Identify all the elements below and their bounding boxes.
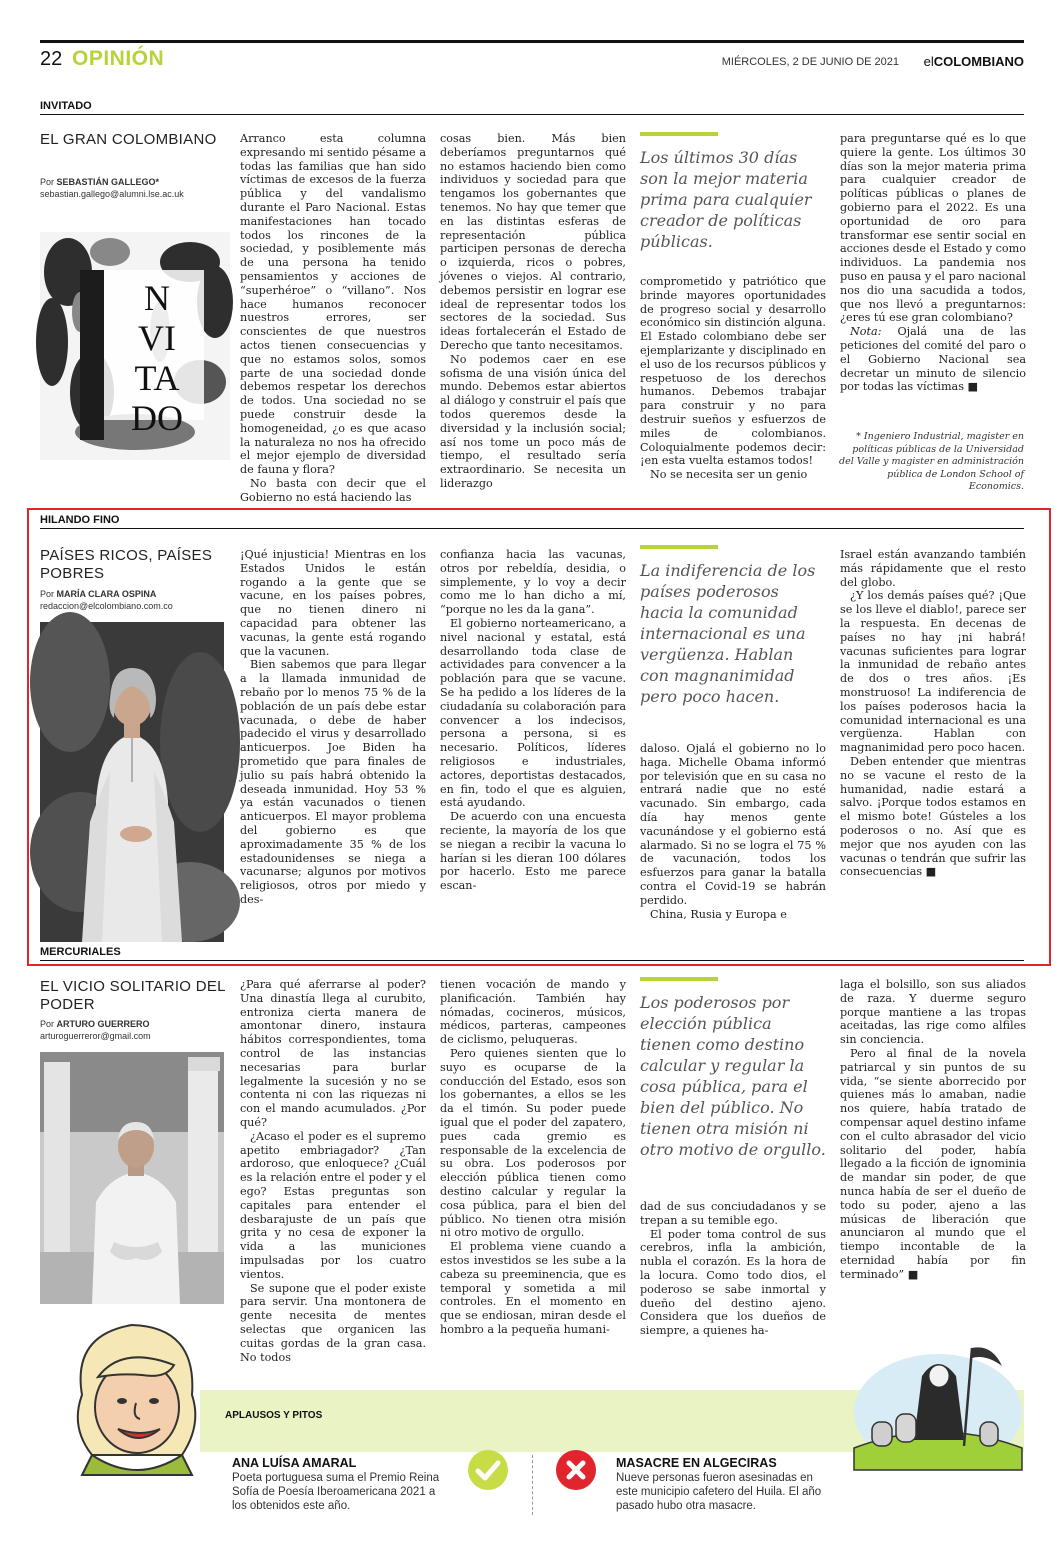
kicker-invitado: INVITADO bbox=[40, 100, 92, 112]
caricature-woman bbox=[62, 1315, 212, 1475]
paragraph: De acuerdo con una encuesta reciente, la mayoría de los que se niegan a recibir la vacuna lo harían si les dieran 100 dólares por hacerlo. Esto me parece escan- bbox=[440, 810, 626, 893]
byline-prefix: Por bbox=[40, 177, 57, 187]
author-footnote: * Ingeniero Industrial, magister en políticas públicas de la Universidad del Valle y magister en administración pública de London School of Economics. bbox=[839, 431, 1024, 492]
grim-reaper-illustration bbox=[852, 1336, 1024, 1470]
article-column-1 bbox=[240, 978, 426, 1364]
paragraph: ¿Para qué aferrarse al poder? Una dinastía llega al curubito, entroniza cierta manera de amontonar dinero, instaura hábitos correspondientes, toma control de las instancias necesarias para burlar legalmente la sucesión y no se contenta ni con las riquezas ni con el mando acumulados. ¿Por qué? bbox=[240, 978, 426, 1129]
note-text: Ojalá una de las peticiones del comité del paro o el Gobierno Nacional sea decretar un minuto de silencio por todas las víctimas ■ bbox=[840, 325, 1026, 394]
article-column-2 bbox=[440, 132, 626, 504]
paragraph: para preguntarse qué es lo que quiere la gente. Los últimos 30 días son la mejor materia prima para cualquier creador de políticas públicas o planes de gobierno para el 2022. Es una oportunidad de oro para transformar ese sentir social en acciones desde el Estado y como individuos. La pandemia nos puso en pausa y el paro nacional nos dio una sacudida a todos, que nos llevó a preguntarnos: ¿eres tú ese gran colombiano? bbox=[840, 132, 1027, 325]
author-name: SEBASTIÁN GALLEGO* bbox=[56, 177, 160, 187]
kicker-hilando-fino: HILANDO FINO bbox=[40, 514, 120, 526]
author-name: ARTURO GUERRERO bbox=[56, 1019, 150, 1029]
article-title: EL GRAN COLOMBIANO bbox=[40, 131, 217, 148]
section-name: OPINIÓN bbox=[72, 47, 165, 70]
paragraph: China, Rusia y Europa e bbox=[650, 907, 787, 921]
article-title: EL VICIO SOLITARIO DEL PODER bbox=[40, 978, 226, 1013]
page-number: 22 bbox=[40, 48, 63, 70]
author-photo bbox=[40, 1052, 224, 1304]
badge-letter-ta: TA bbox=[134, 358, 180, 398]
author-name: MARÍA CLARA OSPINA bbox=[56, 589, 157, 599]
paragraph: El poder toma control de sus cerebros, infla la ambición, nubla el corazón. Es la hora de la locura. Como todo dios, el poderoso se sabe inmortal y dueño del destino ajeno. Considera que los dueños de siempre, a quienes ha- bbox=[640, 1227, 826, 1338]
paragraph: daloso. Ojalá el gobierno no lo haga. Michelle Obama informó por televisión que en su casa no entrará nadie que no esté vacunado. Sin embargo, cada día hay menos gente vacunándose y el gobierno está alarmado. Si no se logra el 75 % de vacunación, todos los esfuerzos para ganar la batalla contra el Covid-19 se habrán perdido. bbox=[640, 742, 826, 907]
pull-quote: Los últimos 30 días son la mejor materia prima para cualquier creador de políticas públicas. bbox=[640, 148, 812, 251]
reaper-cemetery-drawing bbox=[852, 1336, 1024, 1470]
paragraph: cosas bien. Más bien deberíamos preguntarnos qué no estamos haciendo bien como individuos y sociedad para que tengamos los gobernantes que tenemos. No hay que temer que en las distintas esferas de representación pública participen personas de derecha o izquierda, ricos o pobres, jóvenes o viejos. Al contrario, debemos persistir en lograr ese ideal de representar todos los sectores de la sociedad. Sus ideas fortalecerán el Estado de Derecho que tanto necesitamos. bbox=[440, 132, 626, 352]
paragraph: El problema viene cuando a estos investidos se les sube a la cabeza su preeminencia, que es temporal y sometida a mil controles. En el momento en que se endiosan, miran desde el hombro a la pequeña humani- bbox=[440, 1240, 626, 1336]
top-rule bbox=[40, 40, 1024, 43]
pull-quote-bar bbox=[640, 545, 718, 549]
paragraph: No basta con decir que el Gobierno no está haciendo las bbox=[240, 476, 426, 504]
paragraph: ¡Qué injusticia! Mientras en los Estados Unidos le están rogando a la gente que se vacune, en los países pobres, que no tienen dinero ni capacidad para obtener las vacunas, la gente está rogando que la vacunen. bbox=[240, 548, 426, 658]
article-column-2 bbox=[440, 548, 626, 940]
pull-quote: La indiferencia de los países poderosos hacia la comunidad internacional es una vergüenza. Hablan con magnanimidad pero poco hacen. bbox=[640, 561, 816, 706]
author-email[interactable]: redaccion@elcolombiano.com.co bbox=[40, 601, 173, 611]
paragraph: Pero quienes sienten que lo suyo es ocuparse de la conducción del Estado, esos son los gobernantes, a ellos se les da el timón. Su poder puede igual que el poder del zapatero, pues cada gremio es responsable de la excelencia de su obra. Los poderosos por elección pública tienen como destino calcular y regular la cosa pública, para el bien del público. No tienen otra misión ni otro motivo de orgullo. bbox=[440, 1046, 626, 1240]
byline bbox=[40, 176, 235, 200]
pull-quote-bar bbox=[640, 977, 718, 981]
aplausos-label: APLAUSOS Y PITOS bbox=[225, 1410, 323, 1421]
article-column-4 bbox=[840, 132, 1026, 444]
paragraph: No podemos caer en ese sofisma de una visión única del mundo. Debemos estar abiertos al diálogo y construir el país que todos queremos desde la diversidad y la inclusión social; así nos tome un poco más de tiempo, el resultado sería extraordinario. Se necesita un liderazgo bbox=[440, 352, 626, 490]
byline-prefix: Por bbox=[40, 1019, 57, 1029]
paragraph: tienen vocación de mando y planificación. También hay nómadas, cocineros, músicos, médicos, parteras, campeones de ciclismo, peluqueras. bbox=[440, 978, 626, 1047]
paragraph: Bien sabemos que para llegar a la llamada inmunidad de rebaño por lo menos 75 % de la población de un país debe estar vacunada, o debe de haber padecido el virus y desarrollado anticuerpos. Joe Biden ha prometido que para finales de julio su país habrá obtenido la deseada inmunidad. Hoy 53 % ya están vacunados o tienen anticuerpos. El mayor problema del gobierno es que aproximadamente 35 % de los estadounidenses se niega a vacunarse; algunos por motivos religiosos, otros por miedo y des- bbox=[240, 658, 426, 906]
kicker-rule bbox=[40, 114, 1024, 115]
boo-title: MASACRE EN ALGECIRAS bbox=[616, 1456, 777, 1470]
byline bbox=[40, 588, 235, 612]
paragraph: Arranco esta columna expresando mi sentido pésame a todas las familias que han sido víctimas de excesos de la fuerza pública y del vandalismo durante el Paro Nacional. Estas manifestaciones han tocado todos los rincones de la sociedad, y posiblemente más de una persona ha tenido pensamientos y acciones de “superhéroe” o “villano”. Nos hace humanos reconocer nuestros errores, ser conscientes de que nuestros actos tienen consecuencias y que no estamos solos, somos parte de una sociedad donde debemos respetar los derechos de todos. Una sociedad no se puede construir desde la homogeneidad, ¿o es que acaso la naturaleza no nos ha ofrecido el mejor ejemplo de diversidad de fauna y flora? bbox=[240, 132, 426, 477]
paragraph: comprometido y patriótico que brinde mayores oportunidades de progreso social y desarrollo económico sin distinción alguna. El Estado colombiano debe ser ejemplarizante y disciplinado en el uso de los recursos públicos y respetuoso de los derechos humanos. Debemos trabajar para construir y no para destruir sueños y esfuerzos de miles de colombianos. Coloquialmente podemos decir: ¡en esta vuelta estamos todos! bbox=[640, 275, 826, 468]
paragraph: No se necesita ser un genio bbox=[650, 468, 808, 482]
badge-letter-do: DO bbox=[131, 398, 183, 438]
brand-name: COLOMBIANO bbox=[933, 54, 1024, 69]
paragraph: Deben entender que mientras no se vacune el resto de la humanidad, nadie estará a salvo. ¡Porque todos estamos en el mismo bote! Gústeles a los poderosos o no. Así que es mejor que nos ayuden con las vacunas o tendrán que sufrir las consecuencias ■ bbox=[840, 754, 1026, 879]
applause-title: ANA LUÍSA AMARAL bbox=[232, 1456, 357, 1470]
portrait-man bbox=[40, 1052, 224, 1304]
pull-quote: Los poderosos por elección pública tienen como destino calcular y regular la cosa pública, para el bien del público. No tienen otra misión ni otro motivo de orgullo. bbox=[640, 993, 826, 1159]
article-column-2 bbox=[440, 978, 626, 1354]
brand-prefix: el bbox=[923, 54, 934, 69]
article-column-4 bbox=[840, 548, 1026, 940]
byline bbox=[40, 1018, 235, 1042]
x-icon bbox=[556, 1450, 596, 1490]
author-email[interactable]: sebastian.gallego@alumni.lse.ac.uk bbox=[40, 189, 184, 199]
kicker-mercuriales: MERCURIALES bbox=[40, 946, 121, 958]
article-column-3 bbox=[640, 1200, 826, 1354]
paragraph: ¿Acaso el poder es el supremo apetito embriagador? ¿Tan ardoroso, que enloquece? ¿Cuál es la relación entre el poder y el ego? Estas preguntas son capitales para entender el desbarajuste de un país que grita y no cesa de exponer la vida a las municiones impulsadas por los cuatro vientos. bbox=[240, 1129, 426, 1281]
article-column-3 bbox=[640, 275, 826, 504]
check-icon bbox=[468, 1450, 508, 1490]
kicker-rule bbox=[40, 528, 1024, 529]
note-paragraph bbox=[840, 325, 1026, 394]
caricature-woman-drawing bbox=[62, 1315, 212, 1475]
paragraph: El gobierno norteamericano, a nivel nacional y estatal, está desarrollando toda clase de actividades para convencer a la población para que se vacune. Se ha pedido a los líderes de la ciudadanía su colaboración para convencer a los indecisos, persona a persona, si es necesario. Políticos, líderes religiosos e industriales, actores, deportistas destacados, en fin, todo el que es alguien, está ayudando. bbox=[440, 616, 626, 810]
paragraph: Pero al final de la novela patriarcal y sin puntos de su vida, “se siente aborrecido por quienes más lo amaban, nadie nos quiere, había tratado de compensar aquel destino infame con el culto abrasador del vicio solitario del poder, había llegado a la ficción de ignominia de mandar sin poder, de que nunca había de ser el dueño de todo su poder, ajeno a las músicas de liberación que anunciaron al mundo que el tiempo incontable de la eternidad había por fin terminado” ■ bbox=[840, 1046, 1026, 1281]
invitado-badge-image bbox=[40, 232, 230, 460]
article-title: PAÍSES RICOS, PAÍSES POBRES bbox=[40, 547, 213, 582]
article-column-1 bbox=[240, 132, 426, 504]
article-column-4 bbox=[840, 978, 1026, 1308]
paragraph: laga el bolsillo, son sus aliados de raza. Y duerme seguro porque mantiene a las tropas aceitadas, las rige como alfiles sin conciencia. bbox=[840, 978, 1026, 1047]
badge-letter-n: N bbox=[144, 278, 170, 318]
author-email[interactable]: arturoguerreror@gmail.com bbox=[40, 1031, 151, 1041]
byline-prefix: Por bbox=[40, 589, 57, 599]
boo-text: Nueve personas fueron asesinadas en este municipio cafetero del Huila. El año pasado hubo otra masacre. bbox=[616, 1472, 822, 1512]
page-header bbox=[40, 48, 1024, 74]
note-label: Nota: bbox=[850, 325, 882, 339]
paragraph: confianza hacia las vacunas, otros por rebeldía, desidia, o simplemente, y lo voy a decir como me lo han dicho a mí, “porque no les da la gana”. bbox=[440, 548, 626, 617]
paragraph: Se supone que el poder existe para servir. Una montonera de gente necesita de mentes selectas que organicen las cuitas gordas de la gran casa. No todos bbox=[240, 1281, 426, 1364]
article-column-1 bbox=[240, 548, 426, 940]
badge-letter-vi: VI bbox=[138, 318, 176, 358]
pull-quote-bar bbox=[640, 132, 718, 136]
paragraph: ¿Y los demás países qué? ¡Que se los lleve el diablo!, parece ser la respuesta. En decenas de países no hay ¡ni habrá! vacunas suficientes para lograr la inmunidad de rebaño antes de dos o tres años. ¡Es monstruoso! La indiferencia de los países poderosos hacia la comunidad internacional es una vergüenza. Hablan con magnanimidad pero poco hacen. bbox=[840, 589, 1027, 755]
article-column-3 bbox=[640, 742, 826, 940]
header-date: MIÉRCOLES, 2 DE JUNIO DE 2021 bbox=[721, 56, 899, 68]
brand-logo[interactable] bbox=[924, 54, 1024, 69]
portrait-woman bbox=[40, 622, 224, 942]
paragraph: Israel están avanzando también más rápidamente que el resto del globo. bbox=[840, 548, 1026, 589]
kicker-rule bbox=[40, 960, 1024, 961]
band-divider bbox=[532, 1455, 533, 1515]
author-photo bbox=[40, 622, 224, 942]
paragraph: dad de sus conciudadanos y se trepan a su temible ego. bbox=[640, 1200, 826, 1227]
applause-text: Poeta portuguesa suma el Premio Reina Sofía de Poesía Iberoamericana 2021 a los obtenidos este año. bbox=[232, 1472, 440, 1512]
